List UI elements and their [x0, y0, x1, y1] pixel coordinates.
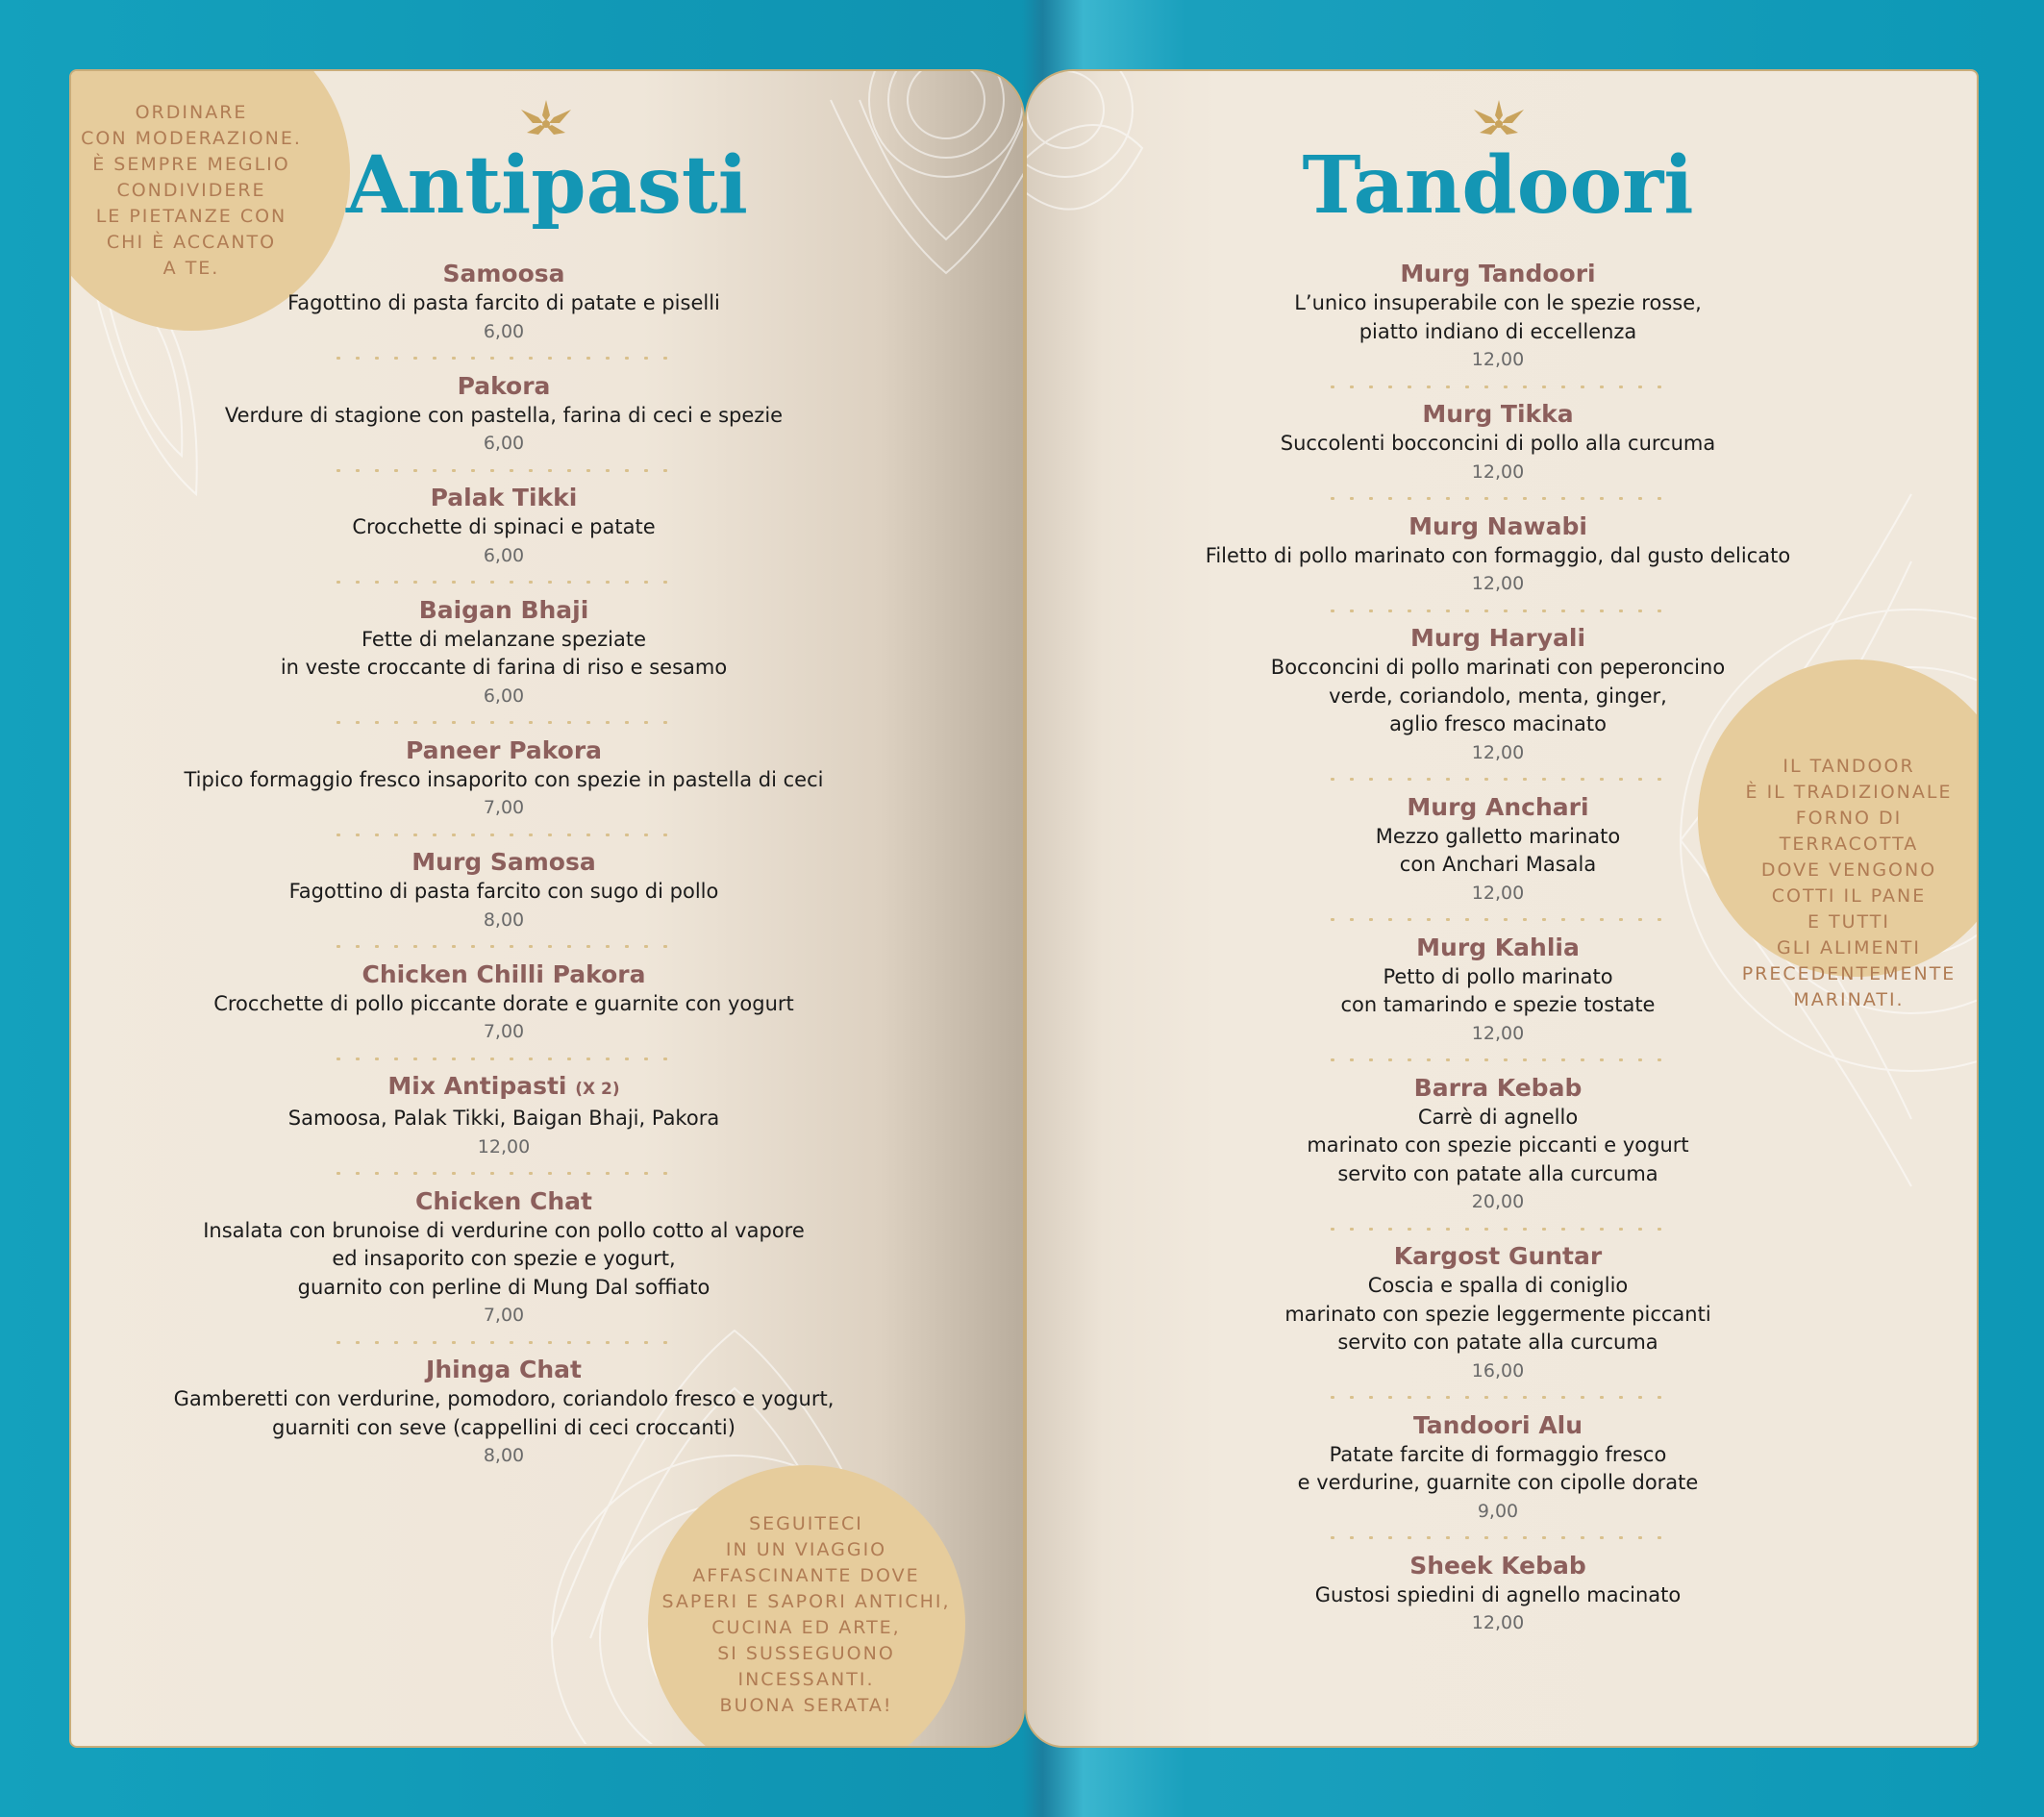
- dish-price: 12,00: [1471, 349, 1525, 370]
- description-line: Bocconcini di pollo marinati con peperoncino: [1270, 656, 1726, 679]
- menu-item: [1123, 1551, 1873, 1638]
- dish-description: [1123, 289, 1873, 346]
- dish-list: [129, 259, 879, 1470]
- menu-item: [1123, 1073, 1873, 1217]
- dish-price: 16,00: [1471, 1359, 1525, 1381]
- description-line: Crocchette di pollo piccante dorate e guarnite con yogurt: [213, 991, 794, 1015]
- dish-name-text: Kargost Guntar: [1393, 1242, 1603, 1270]
- menu-item: [1123, 511, 1873, 599]
- description-line: Fagottino di pasta farcito di patate e piselli: [287, 291, 720, 314]
- dish-name-text: Baigan Bhaji: [418, 595, 589, 624]
- dish-price: 8,00: [483, 908, 525, 931]
- menu-item: [129, 1071, 879, 1161]
- dish-name: [1123, 623, 1873, 654]
- dish-name: [1123, 259, 1873, 289]
- menu-item: [129, 1186, 879, 1331]
- description-line: Filetto di pollo marinato con formaggio, dal gusto delicato: [1205, 543, 1791, 567]
- dish-price: 6,00: [483, 320, 525, 342]
- dotted-divider: [129, 1330, 879, 1355]
- dotted-divider: [1123, 1216, 1873, 1241]
- dish-price: 9,00: [1477, 1500, 1519, 1522]
- menu-item: [1123, 1410, 1873, 1526]
- dish-description: [129, 626, 879, 683]
- dish-name: [1123, 399, 1873, 430]
- dish-price: 12,00: [1471, 460, 1525, 483]
- description-line: Gamberetti con verdurine, pomodoro, coriandolo fresco e yogurt,: [173, 1387, 835, 1410]
- dish-name: [1123, 1410, 1873, 1441]
- dish-name-text: Barra Kebab: [1413, 1073, 1583, 1102]
- dish-price: 12,00: [1471, 882, 1525, 904]
- dish-name: [129, 259, 879, 289]
- dotted-divider: [1123, 1385, 1873, 1410]
- dish-price: 6,00: [483, 433, 525, 454]
- page-title: Antipasti: [346, 139, 748, 232]
- dish-price: 7,00: [483, 1021, 525, 1042]
- dish-name-text: Murg Tikka: [1422, 400, 1574, 428]
- dish-name-text: Murg Samosa: [411, 848, 596, 876]
- dish-description: [1123, 1272, 1873, 1357]
- dotted-divider: [129, 710, 879, 735]
- description-line: marinato con spezie piccanti e yogurt: [1307, 1133, 1689, 1157]
- description-line: marinato con spezie leggermente piccanti: [1284, 1302, 1711, 1326]
- page-title: Tandoori: [1302, 139, 1694, 232]
- description-line: servito con patate alla curcuma: [1337, 1331, 1658, 1354]
- description-line: Fette di melanzane speziate: [361, 627, 646, 651]
- dish-price: 20,00: [1471, 1191, 1525, 1212]
- menu-item: [129, 735, 879, 823]
- description-line: ed insaporito con spezie e yogurt,: [332, 1247, 676, 1270]
- description-line: Petto di pollo marinato: [1383, 964, 1613, 988]
- dish-name-text: Chicken Chilli Pakora: [361, 959, 646, 988]
- dish-name: [129, 483, 879, 513]
- description-line: guarniti con seve (cappellini di ceci croccanti): [272, 1415, 735, 1439]
- description-line: e verdurine, guarnite con cipolle dorate: [1297, 1471, 1699, 1494]
- dish-name: [1123, 1073, 1873, 1104]
- dish-description: [129, 402, 879, 431]
- dish-price: 12,00: [477, 1135, 531, 1157]
- dish-name: [129, 371, 879, 402]
- description-line: Samoosa, Palak Tikki, Baigan Bhaji, Pakora: [287, 1107, 720, 1130]
- description-line: con Anchari Masala: [1399, 853, 1597, 876]
- dish-description: [1123, 542, 1873, 571]
- dish-name: [1123, 511, 1873, 542]
- dish-description: [1123, 1581, 1873, 1610]
- menu-item: [129, 1355, 879, 1470]
- lotus-star-icon: [517, 98, 575, 142]
- dish-price: 12,00: [1471, 573, 1525, 594]
- note-welcome: SEGUITECI IN UN VIAGGIO AFFASCINANTE DOVE SAPERI E SAPORI ANTICHI, CUCINA ED ARTE, SI SUSSEGUONO INCESSANTI. BUONA SERATA!: [661, 1513, 951, 1716]
- description-line: guarnito con perline di Mung Dal soffiato: [297, 1275, 710, 1299]
- description-line: Fagottino di pasta farcito con sugo di pollo: [288, 880, 719, 903]
- dotted-divider: [129, 934, 879, 959]
- description-line: aglio fresco macinato: [1389, 712, 1607, 735]
- dish-name: [1123, 1241, 1873, 1272]
- dotted-divider: [1123, 374, 1873, 399]
- menu-item: [1123, 399, 1873, 486]
- dotted-divider: [1123, 598, 1873, 623]
- dish-description: [1123, 1104, 1873, 1189]
- dish-name: [129, 847, 879, 878]
- dotted-divider: [129, 346, 879, 371]
- menu-item: [129, 483, 879, 570]
- menu-item: [1123, 1241, 1873, 1385]
- menu-item: [129, 259, 879, 346]
- dish-name-text: Murg Kahlia: [1416, 933, 1580, 961]
- dotted-divider: [129, 570, 879, 595]
- dish-name-text: Murg Nawabi: [1408, 511, 1587, 540]
- description-line: piatto indiano di eccellenza: [1359, 319, 1637, 343]
- description-line: Succolenti bocconcini di pollo alla curcuma: [1280, 432, 1716, 455]
- dish-description: [129, 289, 879, 318]
- dotted-divider: [129, 458, 879, 483]
- dish-name: [129, 595, 879, 626]
- page-antipasti: [69, 69, 1025, 1748]
- dish-name-text: Pakora: [457, 371, 551, 400]
- description-line: Mezzo galletto marinato: [1375, 824, 1621, 848]
- description-line: Patate farcite di formaggio fresco: [1329, 1442, 1667, 1466]
- dish-name: [129, 959, 879, 990]
- dish-name-text: Murg Haryali: [1409, 624, 1586, 652]
- description-line: Tipico formaggio fresco insaporito con spezie in pastella di ceci: [184, 767, 824, 791]
- dish-description: [129, 513, 879, 542]
- dish-name-text: Samoosa: [442, 260, 565, 287]
- dish-description: [129, 1105, 879, 1133]
- dish-name: [129, 1186, 879, 1217]
- dish-name-text: Murg Tandoori: [1400, 260, 1596, 287]
- dish-name-text: Paneer Pakora: [405, 735, 603, 764]
- menu-item: [129, 847, 879, 934]
- dotted-divider: [129, 1046, 879, 1071]
- dish-name-text: Murg Anchari: [1407, 792, 1589, 821]
- note-moderation: ORDINARE CON MODERAZIONE. È SEMPRE MEGLIO CONDIVIDERE LE PIETANZE CON CHI È ACCANTO A TE.: [81, 102, 302, 279]
- dish-quantity: (X 2): [575, 1080, 620, 1099]
- dotted-divider: [1123, 1526, 1873, 1551]
- dotted-divider: [1123, 1048, 1873, 1073]
- description-line: Carrè di agnello: [1417, 1105, 1579, 1129]
- menu-item: [129, 371, 879, 459]
- dish-name: [1123, 1551, 1873, 1581]
- menu-item: [1123, 259, 1873, 374]
- description-line: con tamarindo e spezie tostate: [1340, 993, 1656, 1016]
- dish-description: [1123, 1441, 1873, 1498]
- description-line: Coscia e spalla di coniglio: [1367, 1274, 1629, 1297]
- dish-name-text: Tandoori Alu: [1412, 1410, 1583, 1439]
- description-line: L’unico insuperabile con le spezie rosse,: [1294, 291, 1702, 314]
- dish-description: [129, 990, 879, 1019]
- description-line: Insalata con brunoise di verdurine con pollo cotto al vapore: [203, 1218, 805, 1242]
- dish-description: [129, 1217, 879, 1303]
- dish-name-text: Sheek Kebab: [1409, 1551, 1586, 1580]
- page-tandoori: [1025, 69, 1979, 1748]
- dish-name: [129, 1355, 879, 1385]
- dish-name: [129, 1071, 879, 1105]
- dish-price: 6,00: [483, 544, 525, 566]
- dish-description: [129, 766, 879, 795]
- dish-name-text: Chicken Chat: [415, 1186, 592, 1215]
- dotted-divider: [129, 1161, 879, 1186]
- dish-price: 12,00: [1471, 741, 1525, 763]
- description-line: verde, coriandolo, menta, ginger,: [1329, 684, 1667, 708]
- description-line: in veste croccante di farina di riso e sesamo: [280, 656, 728, 679]
- dish-price: 8,00: [483, 1445, 525, 1466]
- dish-price: 12,00: [1471, 1612, 1525, 1633]
- dish-name-text: Jhinga Chat: [426, 1356, 582, 1383]
- dotted-divider: [1123, 486, 1873, 511]
- dish-name-text: Mix Antipasti: [387, 1072, 567, 1100]
- dish-price: 7,00: [483, 797, 525, 818]
- dish-description: [129, 878, 879, 907]
- note-tandoor: IL TANDOOR È IL TRADIZIONALE FORNO DI TERRACOTTA DOVE VENGONO COTTI IL PANE E TUTTI GLI ALIMENTI PRECEDENTEMENTE MARINATI.: [1741, 756, 1957, 1010]
- dish-description: [129, 1385, 879, 1442]
- dish-price: 7,00: [483, 1305, 525, 1326]
- description-line: Verdure di stagione con pastella, farina di ceci e spezie: [224, 403, 784, 427]
- dotted-divider: [129, 822, 879, 847]
- dish-price: 6,00: [483, 684, 525, 707]
- menu-item: [129, 959, 879, 1047]
- description-line: Gustosi spiedini di agnello macinato: [1314, 1582, 1682, 1606]
- menu-item: [129, 595, 879, 710]
- description-line: Crocchette di spinaci e patate: [352, 515, 656, 538]
- dish-price: 12,00: [1471, 1022, 1525, 1044]
- dish-name-text: Palak Tikki: [430, 484, 578, 511]
- dish-name: [129, 735, 879, 766]
- dish-description: [1123, 430, 1873, 459]
- lotus-star-icon: [1470, 98, 1528, 142]
- description-line: servito con patate alla curcuma: [1337, 1161, 1658, 1185]
